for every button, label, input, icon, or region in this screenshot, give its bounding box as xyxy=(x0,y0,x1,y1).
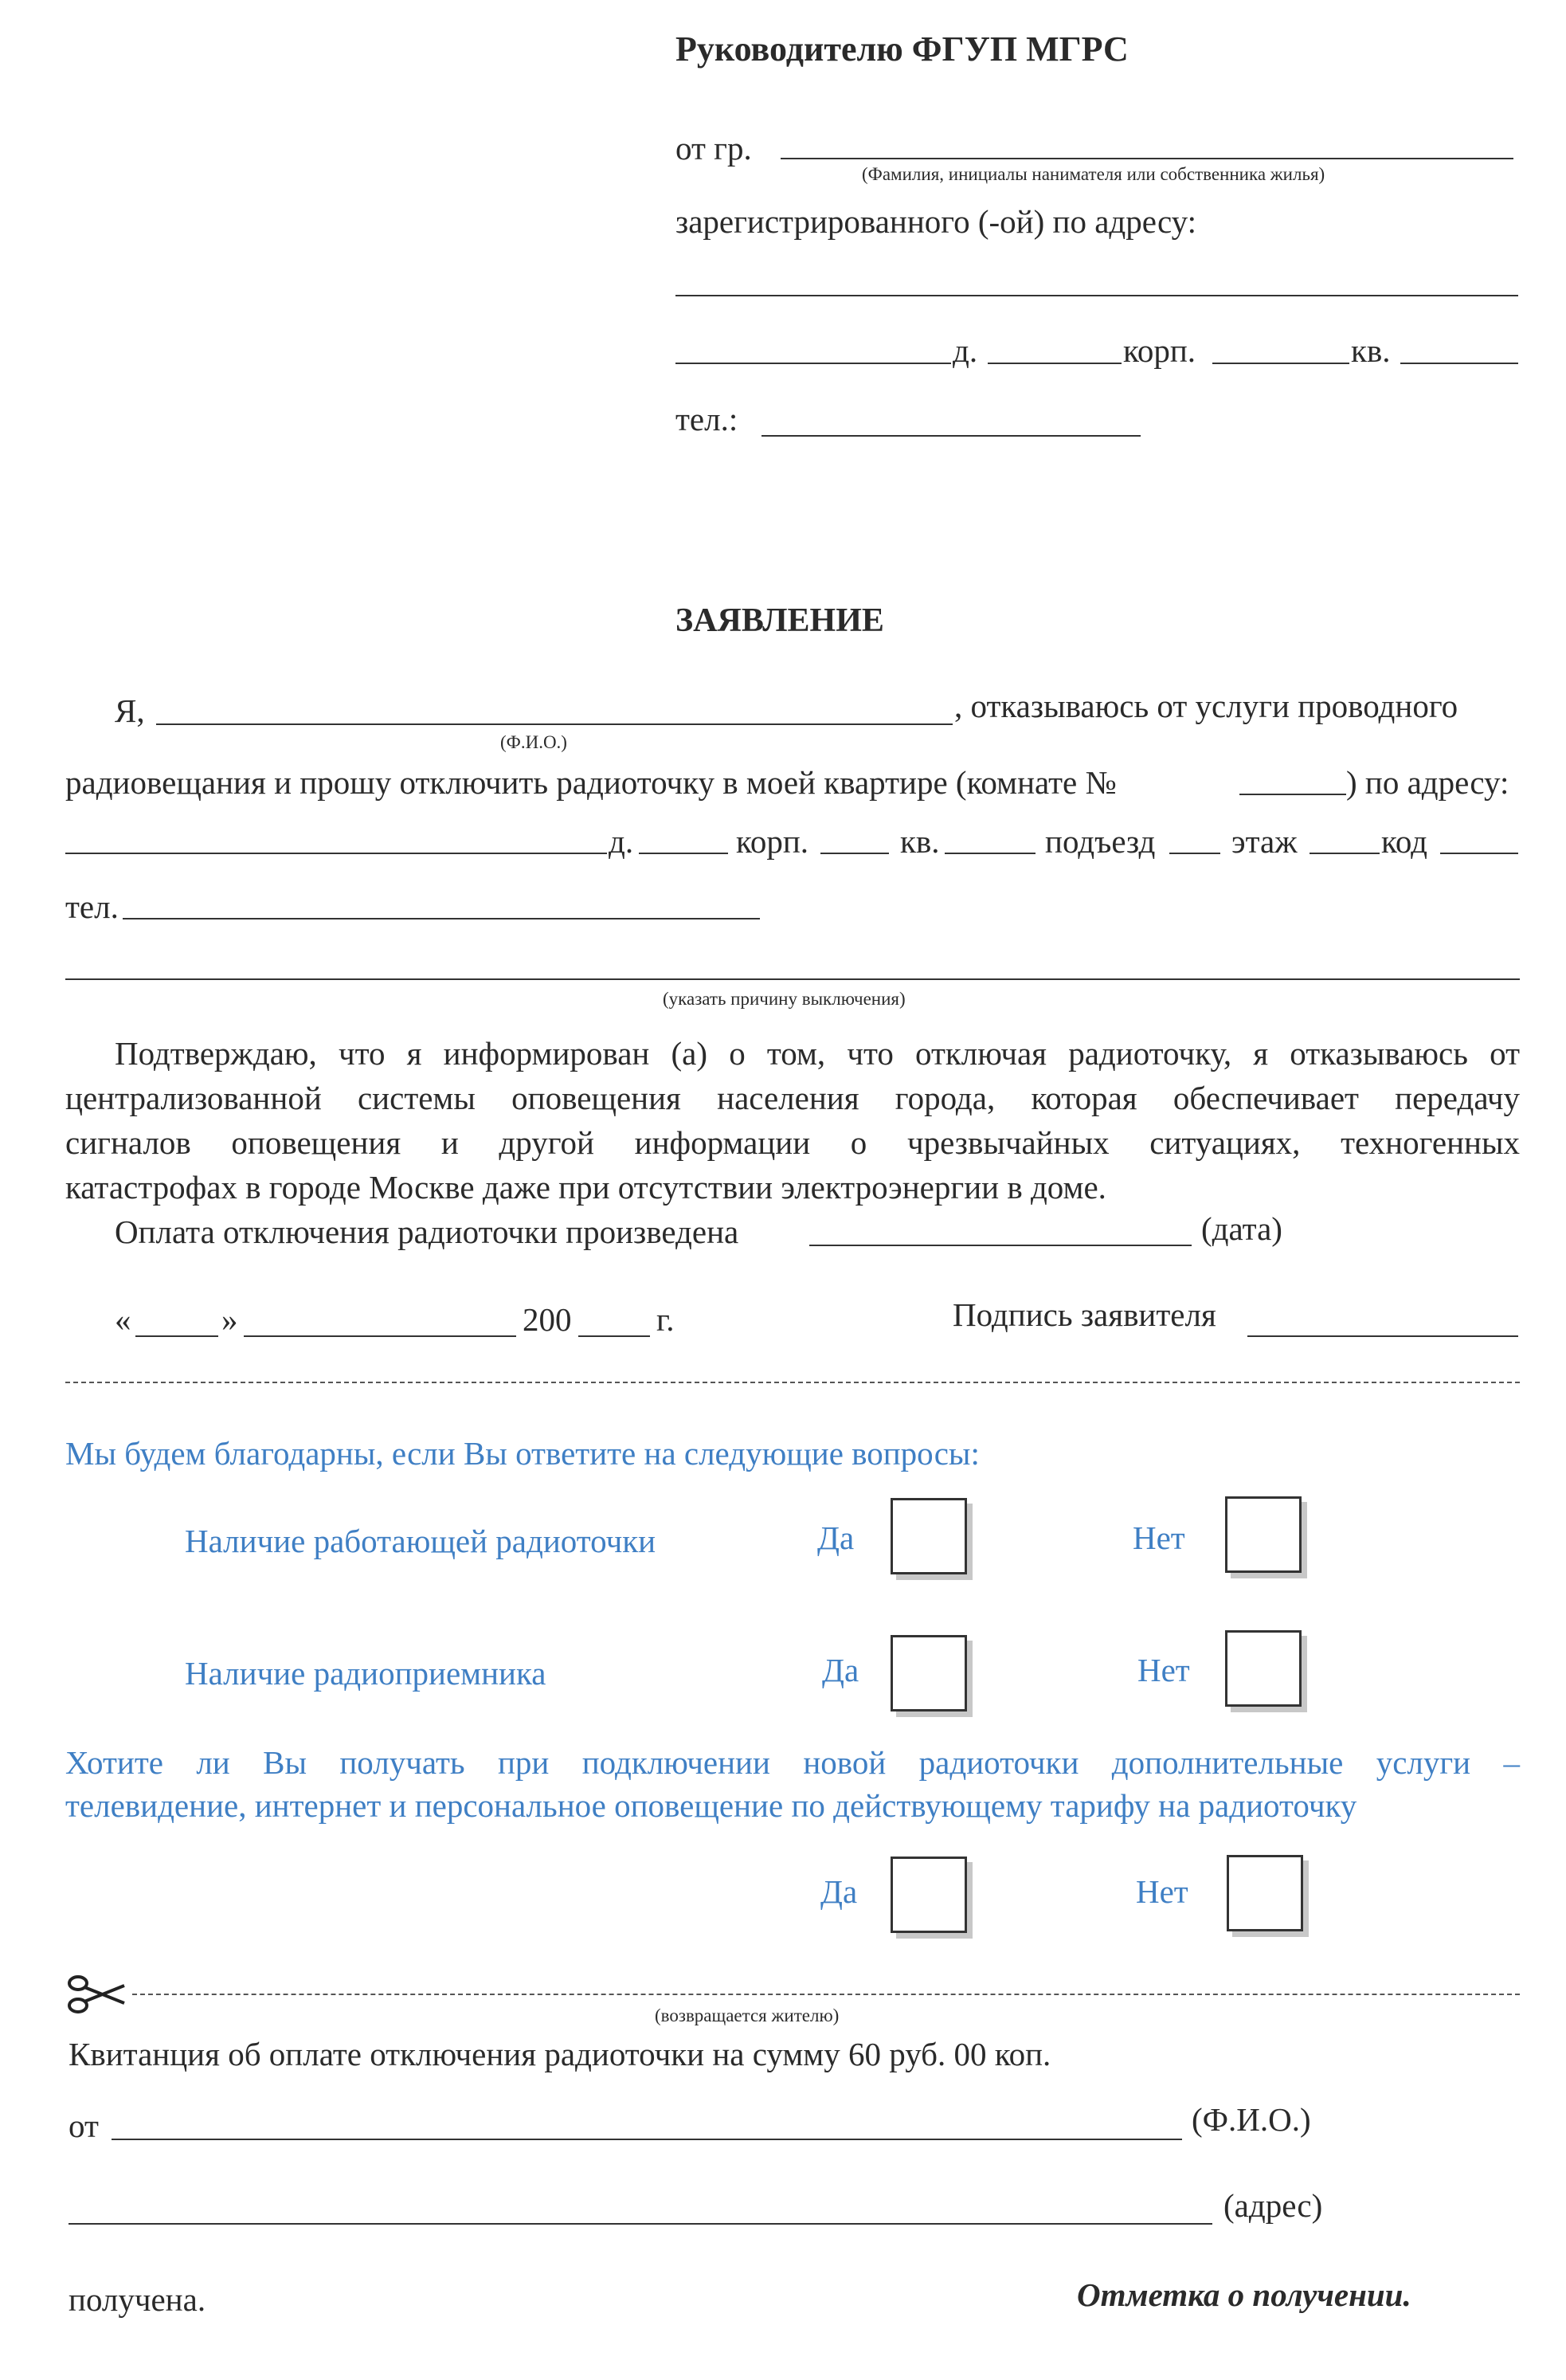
confirm-line-4: катастрофах в городе Москве даже при отсутствии электроэнергии в доме. xyxy=(65,1169,1106,1206)
survey-q3-line1: Хотите ли Вы получать при подключении новой радиоточки дополнительные услуги – xyxy=(65,1744,1520,1781)
receipt-mark: Отметка о получении. xyxy=(1077,2276,1411,2313)
q1-no-label: Нет xyxy=(1133,1519,1185,1556)
q2-no-label: Нет xyxy=(1137,1652,1190,1688)
entrance-label: подъезд xyxy=(1045,823,1156,860)
statement-apt-label: кв. xyxy=(900,823,940,860)
floor-label: этаж xyxy=(1231,823,1298,860)
from-hint: (Фамилия, инициалы нанимателя или собственника жилья) xyxy=(862,164,1325,184)
confirm-line-3: сигналов оповещения и другой информации о чрезвычайных ситуациях, техногенных xyxy=(65,1124,1520,1161)
from-name-field[interactable] xyxy=(781,158,1513,159)
receipt-title: Квитанция об оплате отключения радиоточки на сумму 60 руб. 00 коп. xyxy=(69,2036,1051,2072)
month-field[interactable] xyxy=(244,1335,516,1337)
day-field[interactable] xyxy=(135,1335,218,1337)
reason-hint: (указать причину выключения) xyxy=(663,989,906,1009)
apt-label: кв. xyxy=(1351,332,1391,369)
phone-label: тел.: xyxy=(675,401,738,437)
receipt-fio-field[interactable] xyxy=(112,2139,1182,2140)
payment-date-field[interactable] xyxy=(809,1245,1192,1246)
receipt-fio-label: (Ф.И.О.) xyxy=(1192,2101,1311,2138)
quote-close: » xyxy=(221,1301,238,1338)
q3-yes-label: Да xyxy=(820,1873,858,1910)
q1-no-checkbox[interactable] xyxy=(1225,1496,1302,1573)
confirm-line-2: централизованной системы оповещения населения города, которая обеспечивает передачу xyxy=(65,1080,1520,1116)
survey-q1: Наличие работающей радиоточки xyxy=(185,1523,656,1559)
address-field[interactable] xyxy=(675,295,1518,296)
payment-label: Оплата отключения радиоточки произведена xyxy=(115,1214,739,1250)
divider-top xyxy=(65,1382,1520,1383)
signature-field[interactable] xyxy=(1247,1335,1518,1337)
q3-yes-checkbox[interactable] xyxy=(891,1857,967,1933)
q2-yes-label: Да xyxy=(822,1652,859,1688)
statement-apt-field[interactable] xyxy=(945,853,1036,854)
scissors-icon xyxy=(67,1974,127,2014)
registered-label: зарегистрированного (-ой) по адресу: xyxy=(675,203,1196,240)
room-number-field[interactable] xyxy=(1239,794,1346,795)
q1-yes-checkbox[interactable] xyxy=(891,1498,967,1574)
q2-yes-checkbox[interactable] xyxy=(891,1635,967,1711)
document-title: ЗАЯВЛЕНИЕ xyxy=(675,602,884,639)
refuse-text: , отказываюсь от услуги проводного xyxy=(954,688,1458,724)
from-label: от гр. xyxy=(675,130,752,167)
confirm-line-1: Подтверждаю, что я информирован (а) о том, что отключая радиоточку, я отказываюсь от xyxy=(115,1035,1520,1072)
addressee: Руководителю ФГУП МГРС xyxy=(675,29,1129,69)
fio-hint: (Ф.И.О.) xyxy=(500,732,567,752)
entrance-field[interactable] xyxy=(1169,853,1220,854)
house-label: д. xyxy=(953,332,978,369)
statement-house-label: д. xyxy=(609,823,634,860)
survey-q2: Наличие радиоприемника xyxy=(185,1655,546,1692)
applicant-fio-field[interactable] xyxy=(156,723,953,725)
receipt-from-label: от xyxy=(69,2107,99,2144)
statement-house-field[interactable] xyxy=(639,853,728,854)
year-field[interactable] xyxy=(578,1335,650,1337)
statement-phone-field[interactable] xyxy=(123,918,760,919)
street-field[interactable] xyxy=(675,363,951,364)
statement-street-field[interactable] xyxy=(65,853,607,854)
statement-line2-end: ) по адресу: xyxy=(1346,764,1509,801)
signature-label: Подпись заявителя xyxy=(953,1296,1216,1333)
q3-no-label: Нет xyxy=(1136,1873,1188,1910)
floor-field[interactable] xyxy=(1310,853,1380,854)
statement-phone-label: тел. xyxy=(65,888,119,925)
statement-line2-start: радиовещания и прошу отключить радиоточку в моей квартире (комнате № xyxy=(65,764,1117,801)
quote-open: « xyxy=(115,1301,131,1338)
reason-field[interactable] xyxy=(65,978,1520,980)
q2-no-checkbox[interactable] xyxy=(1225,1630,1302,1707)
receipt-address-field[interactable] xyxy=(69,2223,1212,2225)
building-label: корп. xyxy=(1123,332,1196,369)
code-field[interactable] xyxy=(1440,853,1518,854)
q1-yes-label: Да xyxy=(817,1519,855,1556)
q3-no-checkbox[interactable] xyxy=(1227,1855,1303,1931)
payment-date-hint: (дата) xyxy=(1201,1210,1282,1247)
statement-building-field[interactable] xyxy=(820,853,889,854)
phone-field[interactable] xyxy=(761,435,1141,437)
receipt-address-label: (адрес) xyxy=(1223,2187,1323,2224)
cut-line xyxy=(132,1994,1520,1995)
returned-hint: (возвращается жителю) xyxy=(655,2006,840,2025)
code-label: код xyxy=(1381,823,1428,860)
year-prefix: 200 xyxy=(523,1301,572,1338)
survey-intro: Мы будем благодарны, если Вы ответите на следующие вопросы: xyxy=(65,1435,980,1472)
i-label: Я, xyxy=(115,692,145,729)
apt-field[interactable] xyxy=(1400,363,1518,364)
statement-building-label: корп. xyxy=(736,823,809,860)
received-label: получена. xyxy=(69,2281,206,2318)
building-field[interactable] xyxy=(1212,363,1349,364)
year-suffix: г. xyxy=(656,1301,675,1338)
survey-q3-line2: телевидение, интернет и персональное оповещение по действующему тарифу на радиоточку xyxy=(65,1787,1357,1824)
house-field[interactable] xyxy=(988,363,1122,364)
